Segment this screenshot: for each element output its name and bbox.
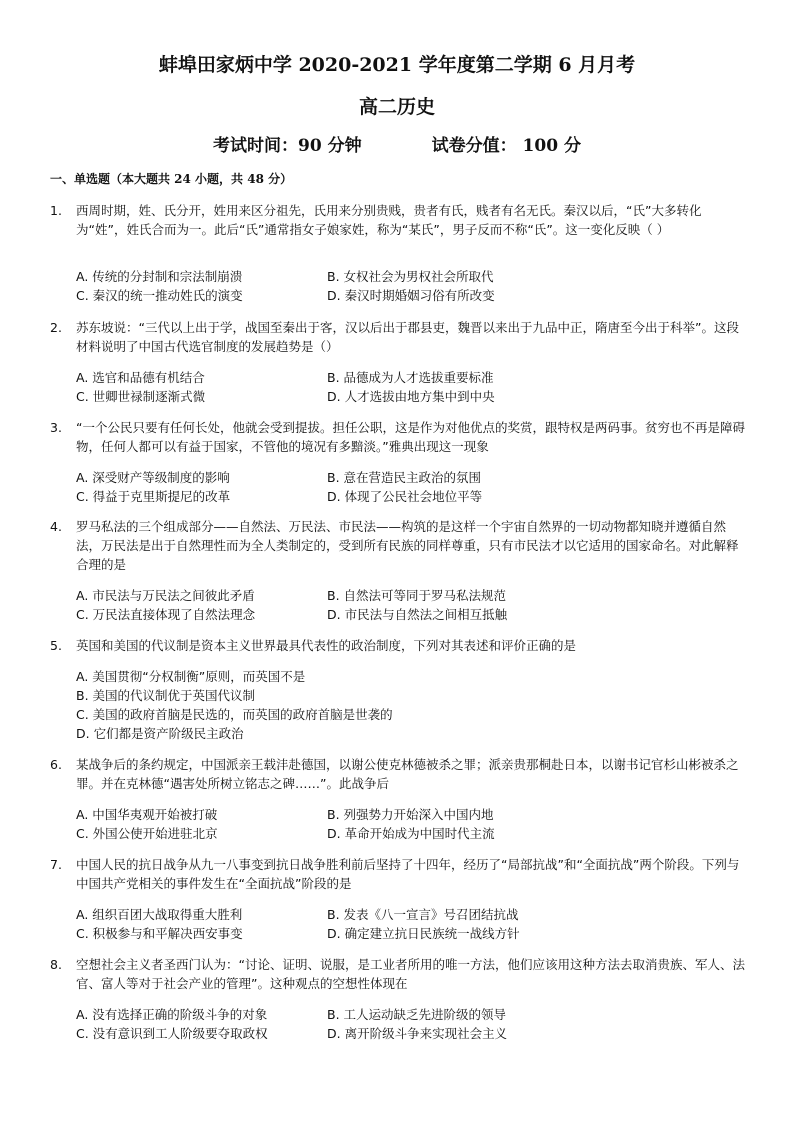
question-number: 1. [50,203,62,218]
option-b: B. 工人运动缺乏先进阶级的领导 [327,1007,507,1022]
question-number: 4. [50,519,62,534]
option-c: C. 美国的政府首脑是民选的，而英国的政府首脑是世袭的 [76,707,393,722]
option-c: C. 积极参与和平解决西安事变 [76,926,243,941]
option-a: A. 选官和品德有机结合 [76,370,205,385]
option-d: D. 人才选拔由地方集中到中央 [327,389,495,404]
question-number: 6. [50,757,62,772]
option-d: D. 秦汉时期婚姻习俗有所改变 [327,288,495,303]
question-number: 7. [50,857,62,872]
option-c: C. 得益于克里斯提尼的改革 [76,489,231,504]
option-b: B. 意在营造民主政治的氛围 [327,470,482,485]
subject-title: 高二历史 [358,96,435,118]
option-c: C. 万民法直接体现了自然法理念 [76,607,256,622]
question-text: 中国人民的抗日战争从九一八事变到抗日战争胜利前后坚持了十四年，经历了“局部抗战”和“全面抗战”两个阶段。下列与中国共产党相关的事件发生在“全面抗战”阶段的是 [76,857,740,891]
option-d: D. 确定建立抗日民族统一战线方针 [327,926,520,941]
option-a: A. 中国华夷观开始被打破 [76,807,218,822]
question-number: 5. [50,638,62,653]
option-b: B. 发表《八一宣言》号召团结抗战 [327,907,519,922]
option-a: A. 美国贯彻“分权制衡”原则，而英国不是 [76,669,306,684]
option-b: B. 美国的代议制优于英国代议制 [76,688,256,703]
option-b: B. 列强势力开始深入中国内地 [327,807,494,822]
option-a: A. 组织百团大战取得重大胜利 [76,907,243,922]
section-heading: 一、单选题（本大题共 24 小题，共 48 分） [50,172,293,186]
question-text: “一个公民只要有任何长处，他就会受到提拔。担任公职，这是作为对他优点的奖赏，跟特权是两码事。贫穷也不再是障碍物，任何人都可以有益于国家，不管他的境况有多黯淡。”雅典出现这一现象 [76,420,745,454]
option-b: B. 品德成为人才选拔重要标准 [327,370,494,385]
option-d: D. 革命开始成为中国时代主流 [327,826,495,841]
question-number: 3. [50,420,62,435]
question-number: 8. [50,957,62,972]
option-c: C. 外国公使开始进驻北京 [76,826,218,841]
question-number: 2. [50,320,62,335]
exam-info [0,131,794,156]
exam-title: 蚌埠田家炳中学 2020-2021 学年度第二学期 6 月月考 [158,54,636,76]
option-d: D. 体现了公民社会地位平等 [327,489,483,504]
option-c: C. 秦汉的统一推动姓氏的演变 [76,288,243,303]
option-c: C. 世卿世禄制逐渐式微 [76,389,206,404]
option-a: A. 传统的分封制和宗法制崩溃 [76,269,243,284]
option-a: A. 深受财产等级制度的影响 [76,470,230,485]
exam-time: 考试时间：90 分钟 [213,136,362,156]
option-d: D. 离开阶级斗争来实现社会主义 [327,1026,508,1041]
question-text: 某战争后的条约规定，中国派亲王载沣赴德国，以谢公使克林德被杀之罪；派亲贵那桐赴日本，以谢书记官杉山彬被杀之罪。并在克林德“遇害处所树立铭志之碑……”。此战争后 [76,757,739,791]
option-b: B. 女权社会为男权社会所取代 [327,269,494,284]
exam-score: 试卷分值： 100 分 [431,136,581,156]
option-a: A. 没有选择正确的阶级斗争的对象 [76,1007,268,1022]
option-a: A. 市民法与万民法之间彼此矛盾 [76,588,255,603]
question-text: 罗马私法的三个组成部分——自然法、万民法、市民法——构筑的是这样一个宇宙自然界的一切动物都知晓并遵循自然法，万民法是出于自然理性而为全人类制定的，受到所有民族的同样尊重，只有市民法才以它适用的国家命名。对此解释合理的是 [76,519,739,572]
question-text: 空想社会主义者圣西门认为：“讨论、证明、说服，是工业者所用的唯一方法，他们应该用这种方法去取消贵族、军人、法官、富人等对于社会产业的管理”。这种观点的空想性体现在 [76,957,745,991]
question-text: 英国和美国的代议制是资本主义世界最具代表性的政治制度，下列对其表述和评价正确的是 [76,638,577,653]
question-text: 西周时期，姓、氏分开，姓用来区分祖先，氏用来分别贵贱，贵者有氏，贱者有名无氏。秦汉以后，“氏”大多转化为“姓”，姓氏合而为一。此后“氏”通常指女子娘家姓，称为“某氏”，男子反而不称“氏”。这一变化反映（ ） [76,203,702,237]
option-b: B. 自然法可等同于罗马私法规范 [327,588,507,603]
option-d: D. 它们都是资产阶级民主政治 [76,726,244,741]
option-c: C. 没有意识到工人阶级要夺取政权 [76,1026,268,1041]
option-d: D. 市民法与自然法之间相互抵触 [327,607,508,622]
question-text: 苏东坡说：“三代以上出于学，战国至秦出于客，汉以后出于郡县吏，魏晋以来出于九品中正，隋唐至今出于科举”。这段材料说明了中国古代选官制度的发展趋势是（） [76,320,739,354]
